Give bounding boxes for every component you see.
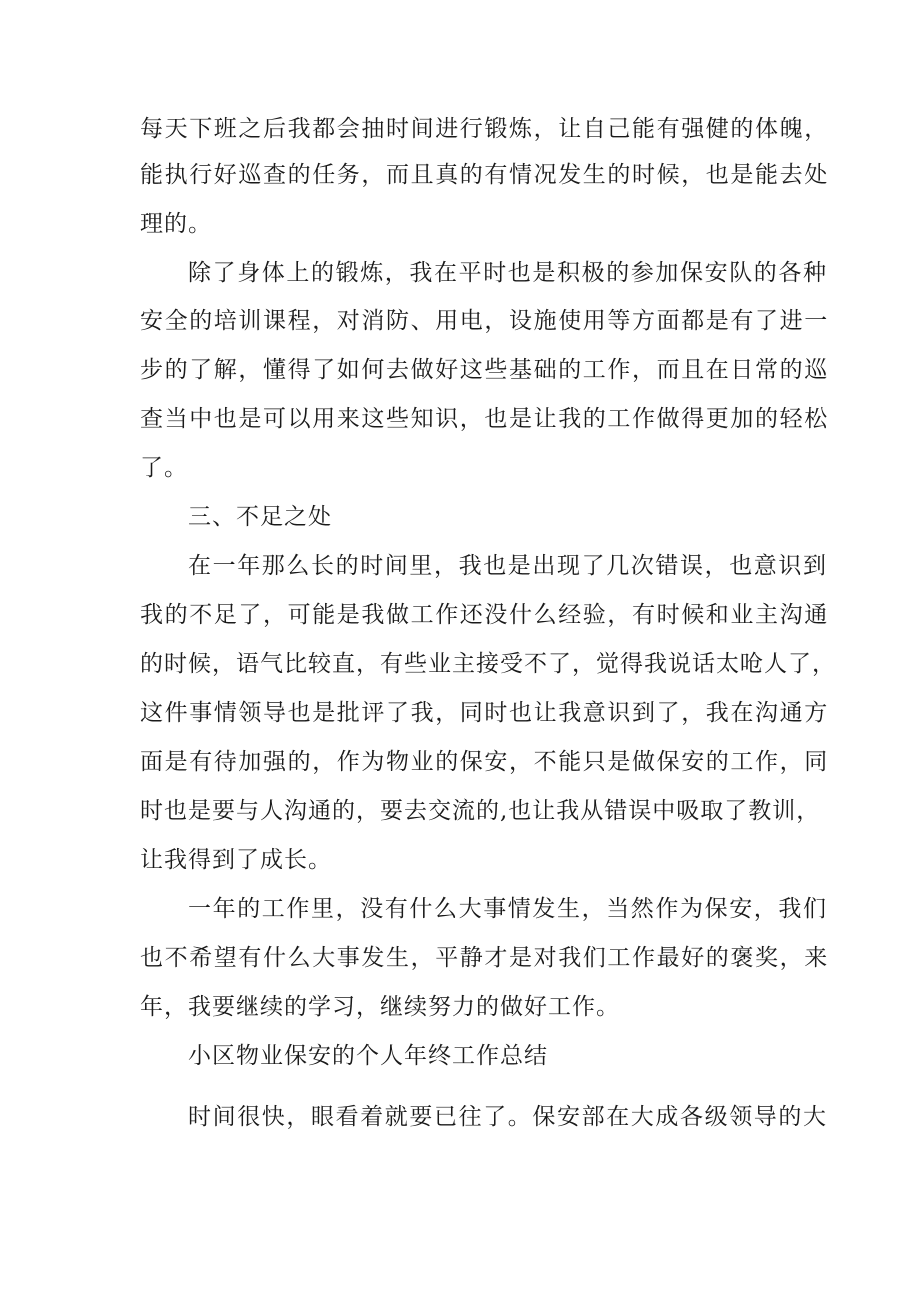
section-heading: 三、不足之处 xyxy=(188,504,332,530)
text-line: 也不希望有什么大事发生，平静才是对我们工作最好的褒奖，来 xyxy=(140,945,829,971)
paragraph-start-line: 一年的工作里，没有什么大事情发生，当然作为保安，我们 xyxy=(188,896,828,922)
text-line: 安全的培训课程，对消防、用电，设施使用等方面都是有了进一 xyxy=(140,308,829,334)
text-line: 时也是要与人沟通的，要去交流的,也让我从错误中吸取了教训， xyxy=(140,798,821,824)
text-line: 我的不足了，可能是我做工作还没什么经验，有时候和业主沟通 xyxy=(140,602,829,628)
text-line: 每天下班之后我都会抽时间进行锻炼，让自己能有强健的体魄， xyxy=(140,116,829,142)
paragraph-start-line: 除了身体上的锻炼，我在平时也是积极的参加保安队的各种 xyxy=(188,260,828,286)
document-title: 小区物业保安的个人年终工作总结 xyxy=(188,1043,548,1069)
text-line: 能执行好巡查的任务，而且真的有情况发生的时候，也是能去处 xyxy=(140,162,829,188)
text-line: 查当中也是可以用来这些知识，也是让我的工作做得更加的轻松 xyxy=(140,406,829,432)
text-line: 年，我要继续的学习，继续努力的做好工作。 xyxy=(140,994,620,1020)
text-line: 让我得到了成长。 xyxy=(140,847,332,873)
paragraph-start-line: 在一年那么长的时间里，我也是出现了几次错误，也意识到 xyxy=(188,553,828,579)
text-line: 面是有待加强的，作为物业的保安，不能只是做保安的工作，同 xyxy=(140,749,829,775)
text-line: 步的了解，懂得了如何去做好这些基础的工作，而且在日常的巡 xyxy=(140,357,829,383)
text-line: 理的。 xyxy=(140,211,212,237)
text-line: 的时候，语气比较直，有些业主接受不了，觉得我说话太呛人了， xyxy=(140,651,836,677)
text-line: 了。 xyxy=(140,455,188,481)
paragraph-start-line: 时间很快，眼看着就要已往了。保安部在大成各级领导的大 xyxy=(188,1104,828,1130)
text-line: 这件事情领导也是批评了我，同时也让我意识到了，我在沟通方 xyxy=(140,700,829,726)
